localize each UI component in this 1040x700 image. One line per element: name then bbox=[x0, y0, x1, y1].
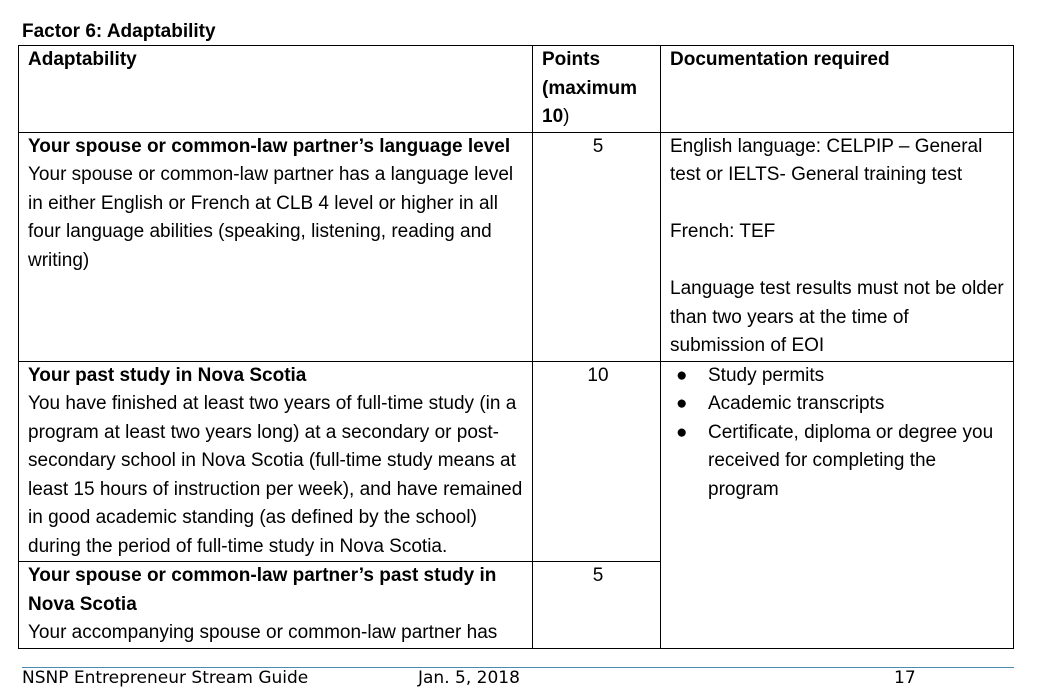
document-label: Study permits bbox=[708, 364, 825, 386]
header-points-line2: (maximum bbox=[542, 77, 638, 99]
header-points-max: 10 bbox=[542, 106, 564, 127]
footer-date: Jan. 5, 2018 bbox=[418, 668, 520, 688]
documentation-cell bbox=[661, 132, 1014, 361]
criterion-cell bbox=[19, 361, 533, 562]
doc-french: French: TEF bbox=[670, 221, 776, 242]
header-adaptability: Adaptability bbox=[19, 46, 533, 133]
factor-title: Factor 6: Adaptability bbox=[22, 21, 216, 42]
bullet-icon: ● bbox=[676, 393, 688, 414]
adaptability-table bbox=[18, 45, 1014, 649]
points-value: 5 bbox=[533, 132, 661, 361]
footer-guide-title: NSNP Entrepreneur Stream Guide bbox=[22, 668, 309, 688]
page-footer bbox=[22, 667, 1014, 688]
table-row bbox=[19, 132, 1014, 361]
criterion-title: Your spouse or common-law partner’s language level bbox=[28, 135, 511, 157]
criterion-description: Your accompanying spouse or common-law partner has bbox=[28, 622, 498, 643]
document-label: Certificate, diploma or degree you received for completing the program bbox=[708, 421, 994, 500]
header-row bbox=[19, 46, 1014, 133]
criterion-description: Your spouse or common-law partner has a language level in either English or French at CLB 4 level or higher in all four language abilities (speaking, listening, reading and writing) bbox=[28, 164, 514, 271]
header-documentation: Documentation required bbox=[661, 46, 1014, 133]
criterion-description: You have finished at least two years of full-time study (in a program at least two years long) at a secondary or post-secondary school in Nova Scotia (full-time study means at least 15 hours of instruction per week), and have remained in good academic standing (as defined by the school) during the period of full-time study in Nova Scotia. bbox=[28, 393, 523, 557]
bullet-icon: ● bbox=[676, 421, 688, 443]
criterion-title: Your past study in Nova Scotia bbox=[28, 364, 307, 386]
documents-list bbox=[670, 362, 1007, 505]
criterion-cell bbox=[19, 132, 533, 361]
list-item bbox=[670, 362, 1007, 391]
doc-english: English language: CELPIP – General test or IELTS- General training test bbox=[670, 135, 983, 185]
points-value: 10 bbox=[533, 361, 661, 562]
criterion-cell bbox=[19, 562, 533, 649]
header-points-line3 bbox=[542, 103, 654, 132]
bullet-icon: ● bbox=[676, 364, 688, 386]
list-item bbox=[670, 419, 1007, 505]
list-item bbox=[670, 390, 1007, 419]
header-points-line1: Points bbox=[542, 49, 601, 70]
criterion-title: Your spouse or common-law partner’s past study in Nova Scotia bbox=[28, 565, 497, 615]
documentation-cell bbox=[661, 361, 1014, 648]
table-row bbox=[19, 361, 1014, 562]
document-label: Academic transcripts bbox=[708, 393, 885, 414]
header-points-paren: ) bbox=[563, 106, 570, 127]
header-points bbox=[533, 46, 661, 133]
page-number: 17 bbox=[894, 668, 916, 688]
points-value: 5 bbox=[533, 562, 661, 649]
doc-note: Language test results must not be older than two years at the time of submission of EOI bbox=[670, 278, 1004, 356]
